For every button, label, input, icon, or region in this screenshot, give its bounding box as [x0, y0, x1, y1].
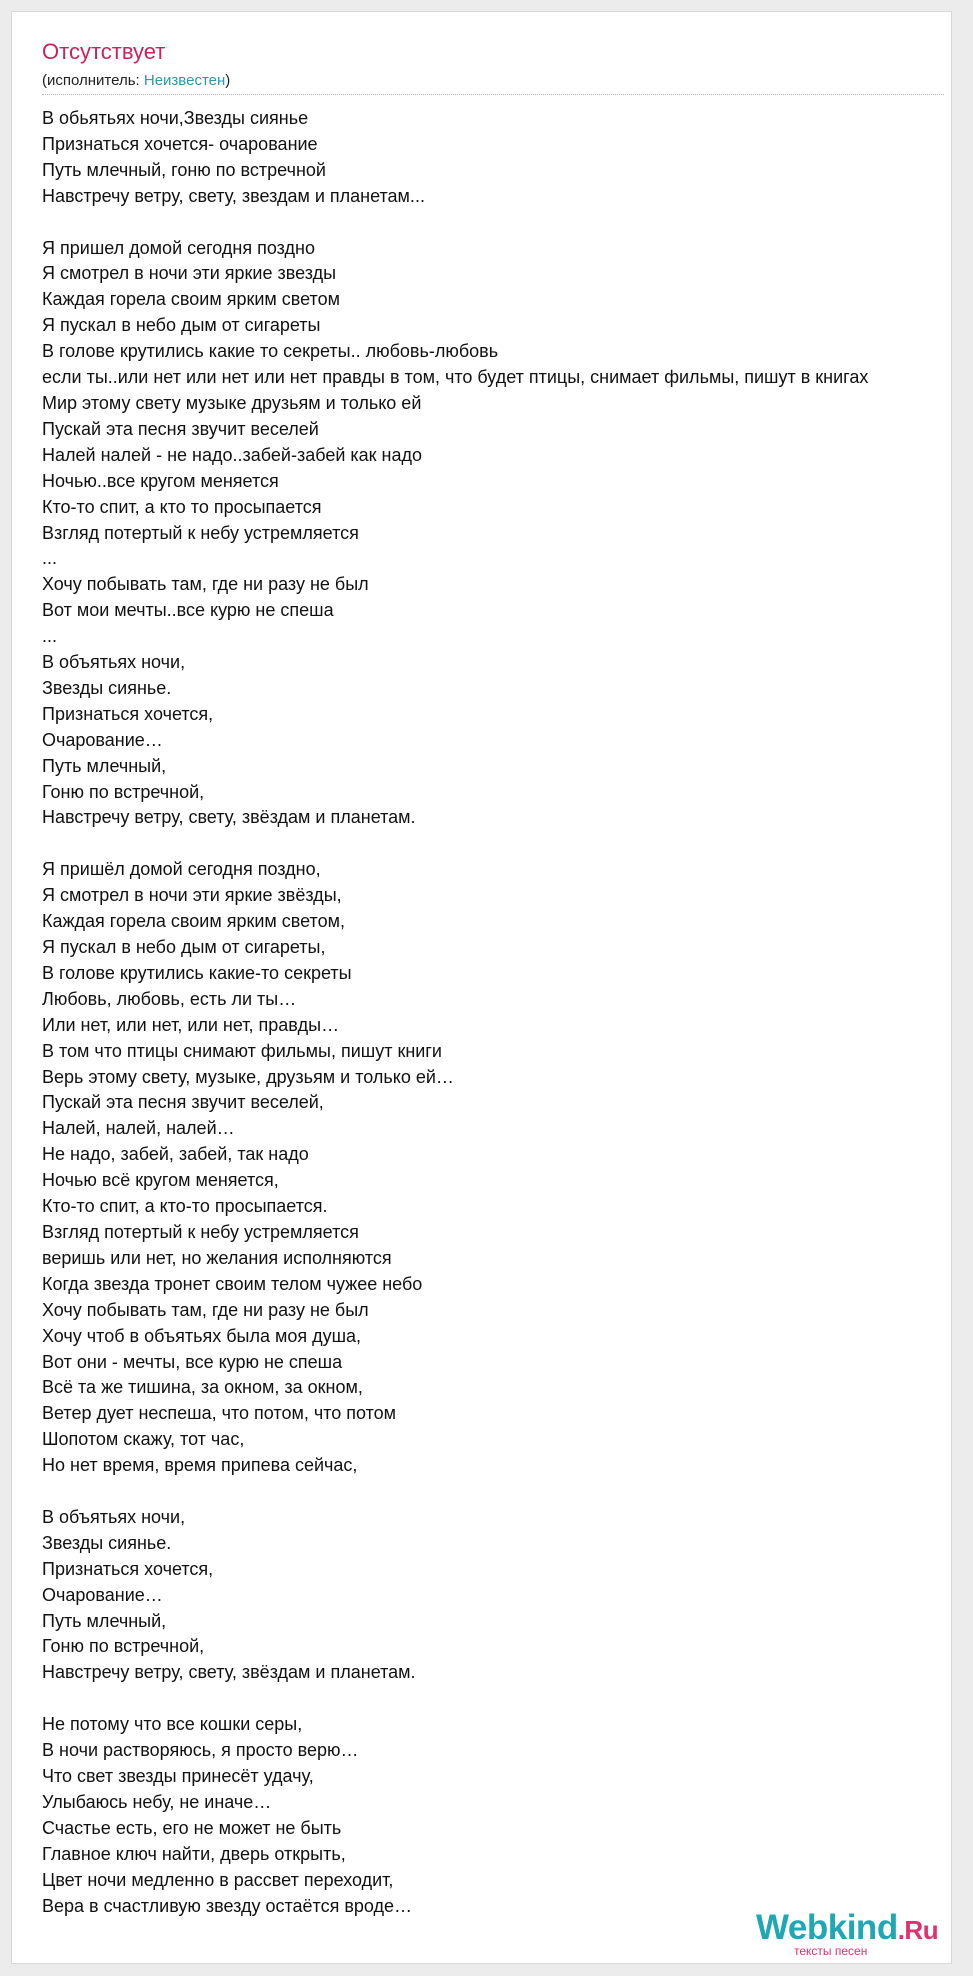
lyric-line: Звезды сиянье.	[42, 1532, 172, 1553]
lyric-line: Мир этому свету музыке друзьям и только ей	[42, 392, 422, 413]
lyric-line: Путь млечный,	[42, 1610, 167, 1631]
lyric-line: Любовь, любовь, есть ли ты…	[42, 988, 297, 1009]
lyric-line: Верь этому свету, музыке, друзьям и только ей…	[42, 1066, 454, 1087]
lyric-line: Навстречу ветру, свету, звёздам и планетам.	[42, 1662, 416, 1683]
lyric-line: Вера в счастливую звезду остаётся вроде…	[42, 1895, 413, 1916]
lyric-line: Цвет ночи медленно в рассвет переходит,	[42, 1869, 394, 1890]
lyric-line: Что свет звезды принесёт удачу,	[42, 1766, 314, 1786]
lyric-line: Всё та же тишина, за окном, за окном,	[42, 1377, 363, 1398]
lyric-line: Признаться хочется- очарование	[42, 133, 318, 154]
lyric-line: В объятьях ночи,	[42, 652, 186, 673]
lyric-line: Ночью..все кругом меняется	[42, 470, 279, 491]
lyric-line: ...	[42, 548, 58, 569]
artist-link[interactable]: Неизвестен	[143, 72, 226, 89]
lyric-line: Налей налей - не надо..забей-забей как надо	[42, 444, 423, 465]
lyric-line: Хочу побывать там, где ни разу не был	[42, 574, 369, 595]
lyric-line: Я смотрел в ночи эти яркие звёзды,	[42, 885, 342, 906]
lyric-line: В обьятьях ночи,Звезды сиянье	[42, 108, 309, 128]
lyric-line: Я пришёл домой сегодня поздно,	[42, 859, 321, 880]
lyric-line: В объятьях ночи,	[42, 1506, 186, 1527]
lyric-line: Или нет, или нет, или нет, правды…	[42, 1014, 340, 1035]
artist-line	[42, 73, 230, 88]
lyric-line: веришь или нет, но желания исполняются	[42, 1247, 392, 1268]
lyric-line: Улыбаюсь небу, не иначе…	[42, 1791, 272, 1812]
lyric-line: если ты..или нет или нет или нет правды в том, что будет птицы, снимает фильмы, пишут в книгах	[42, 367, 869, 388]
site-logo[interactable]	[756, 1910, 952, 1962]
lyric-line: В голове крутились какие-то секреты	[42, 962, 352, 983]
lyric-line: Я пришел домой сегодня поздно	[42, 237, 315, 258]
lyric-line: Ночью всё кругом меняется,	[42, 1170, 279, 1191]
lyric-line: Ветер дует неспеша, что потом, что потом	[42, 1403, 397, 1424]
lyric-line: Очарование…	[42, 729, 163, 750]
lyric-line: Хочу чтоб в объятьях была моя душа,	[42, 1325, 362, 1346]
lyric-line: Кто-то спит, а кто-то просыпается.	[42, 1196, 328, 1217]
lyric-line: Счастье есть, его не может не быть	[42, 1817, 342, 1838]
lyric-line: Пускай эта песня звучит веселей	[42, 418, 319, 439]
lyric-line: Вот мои мечты..все курю не спеша	[42, 600, 334, 621]
lyric-line: Кто-то спит, а кто то просыпается	[42, 496, 322, 517]
logo-main-text: Webkind	[756, 1908, 898, 1947]
lyrics-page	[11, 11, 952, 1964]
lyric-line: ...	[42, 626, 58, 647]
lyric-line: Гоню по встречной,	[42, 1636, 205, 1657]
lyric-line: Когда звезда тронет своим телом чужее небо	[42, 1273, 423, 1294]
lyric-line: Я пускал в небо дым от сигареты	[42, 315, 321, 336]
lyric-line: Хочу побывать там, где ни разу не был	[42, 1299, 369, 1320]
logo-wordmark	[756, 1910, 938, 1945]
lyric-line: Путь млечный,	[42, 755, 167, 776]
artist-prefix: (исполнитель:	[42, 72, 144, 89]
lyric-line: Каждая горела своим ярким светом,	[42, 911, 345, 932]
lyric-line: Я смотрел в ночи эти яркие звезды	[42, 263, 337, 284]
lyric-line: Вот они - мечты, все курю не спеша	[42, 1351, 343, 1372]
lyrics-text	[42, 106, 952, 1919]
lyric-line: Я пускал в небо дым от сигареты,	[42, 937, 326, 957]
lyric-line: Навстречу ветру, свету, звездам и планетам...	[42, 185, 425, 206]
lyric-line: Не надо, забей, забей, так надо	[42, 1144, 309, 1165]
lyric-line: В том что птицы снимают фильмы, пишут книги	[42, 1040, 442, 1061]
lyric-line: Не потому что все кошки серы,	[42, 1714, 303, 1735]
lyric-line: Путь млечный, гоню по встречной	[42, 159, 326, 180]
lyric-line: Но нет время, время припева сейчас,	[42, 1455, 358, 1476]
lyric-line: Гоню по встречной,	[42, 781, 205, 802]
lyric-line: Пускай эта песня звучит веселей,	[42, 1092, 324, 1113]
lyric-line: Звезды сиянье.	[42, 677, 172, 698]
song-title: Отсутствует	[42, 39, 166, 64]
divider	[42, 94, 944, 95]
lyric-line: Главное ключ найти, дверь открыть,	[42, 1843, 346, 1864]
lyric-line: Навстречу ветру, свету, звёздам и планетам.	[42, 807, 416, 828]
artist-suffix: )	[225, 72, 231, 89]
lyric-line: Очарование…	[42, 1584, 163, 1605]
lyric-line: В ночи растворяюсь, я просто верю…	[42, 1740, 359, 1761]
lyric-line: Признаться хочется,	[42, 1558, 214, 1579]
lyric-line: Взгляд потертый к небу устремляется	[42, 522, 359, 543]
logo-tld-text: .Ru	[897, 1915, 939, 1945]
lyric-line: Налей, налей, налей…	[42, 1118, 235, 1139]
lyric-line: Взгляд потертый к небу устремляется	[42, 1221, 359, 1242]
lyric-line: Шопотом скажу, тот час,	[42, 1429, 245, 1450]
lyric-line: В голове крутились какие то секреты.. любовь-любовь	[42, 341, 499, 362]
logo-tagline: тексты песен	[794, 1944, 868, 1958]
lyric-line: Каждая горела своим ярким светом	[42, 289, 340, 310]
lyric-line: Признаться хочется,	[42, 703, 214, 724]
